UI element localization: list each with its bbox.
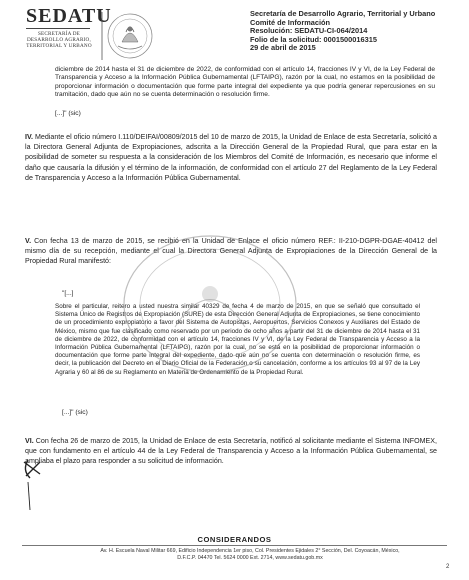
handwritten-mark (18, 456, 58, 516)
quote-open: "[...] (62, 290, 74, 297)
header-resolution: Resolución: SEDATU-CI-064/2014 (250, 26, 368, 36)
paragraph-continued-end: [...]" (sic) (55, 110, 81, 117)
paragraph-vi-number: VI. (25, 437, 34, 445)
paragraph-continued: diciembre de 2014 hasta el 31 de diciembre de 2022, de conformidad con el artículo 14, fracciones IV y VI, de la Ley Federal de Transparencia y Acceso a la Información Pública Gubernamental (LFTAIPG), razón por la cual, no estamos en la posibilidad de proporcionar información o documentación que forme parte integral del expediente ya que podría generar repercusiones en su tramitación, dado que aún no se cuenta determinación o resolución firme. (55, 66, 435, 98)
paragraph-v-number: V. (25, 237, 32, 245)
logo-subtitle-1: SECRETARÍA DE (37, 31, 81, 37)
header-date: 29 de abril de 2015 (250, 43, 316, 53)
header-committee: Comité de Información (250, 17, 331, 27)
paragraph-vi (25, 436, 437, 467)
paragraph-iv (25, 132, 437, 183)
paragraph-v-text: Con fecha 13 de marzo de 2015, se recibió en la Unidad de Enlace el oficio número REF.: II-210-DGPR-DGAE-40412 del mismo día de su recepción, mediante el cual la Directora General Adjunta de Expropiaciones de la Dirección General de la Propiedad Rural manifestó: (25, 237, 437, 266)
logo-subtitle-3: TERRITORIAL Y URBANO (26, 43, 92, 50)
logo-subtitle-2: DESARROLLO AGRARIO, (26, 37, 92, 44)
national-seal-icon (100, 10, 158, 62)
paragraph-iv-number: IV. (25, 133, 34, 141)
paragraph-iv-text: Mediante el oficio número I.110/DEIFAI/00809/2015 del 10 de marzo de 2015, la Unidad de Enlace de esta Secretaría, solicitó a la Directora General Adjunta de Expropiaciones, adscrita a la Dirección General de la Propiedad Rural, que para estar en la posibilidad de someter su respuesta a la consideración de los Miembros del Comité de Información, es necesario que informe el daño que causaría la difusión y el término de la información, de conformidad con el artículo 27 del Reglamento de la Ley Federal de Transparencia y Acceso a la Información Pública Gubernamental. (25, 133, 437, 182)
section-title: CONSIDERANDOS (197, 535, 272, 544)
footer-address (60, 548, 440, 562)
footer-divider (22, 545, 447, 546)
header-agency: Secretaría de Desarrollo Agrario, Territorial y Urbano (250, 9, 436, 18)
quoted-statement: Sobre el particular, reitero a usted nuestra similar 40329 de fecha 4 de marzo de 2015, en que se señaló que consultado el Sistema Único de Registros de Expropiación (SURE) de esta Dirección General Adjunta de Expropiaciones, se tiene conocimiento de un procedimiento expropiatorio a favor del Sistema de Autopistas, Aeropuertos, Servicios Conexos y Auxiliares del Estado de México, mismo que fue clasificado como reservado por un periodo de ocho años a partir del 31 de diciembre de 2014 hasta el 31 de diciembre de 2022, de conformidad con el artículo 14, fracciones IV y VI, de la Ley Federal de Transparencia y Acceso a la Información Pública Gubernamental (LFTAIPG), razón por la cual, no se está en la posibilidad de proporcionar información o documentación que forme parte integral del expediente, dado que aún no se cuenta con determinación o resolución firme, es decir, la publicación del Decreto en el Diario Oficial de la Federación o su cancelación, conforme a los artículos 93 al 97 de la Ley Agraria y 60 al 86 de su Reglamento en Materia de Ordenamiento de la Propiedad Rural. (55, 303, 420, 376)
document-header (250, 10, 460, 53)
quote-close: [...]" (sic) (62, 409, 88, 416)
footer-address-line-1: Av. H. Escuela Naval Militar 669, Edificio Independencia 1er piso, Col. Presidentes Ejidales 2° Sección, Del. Coyoacán, México, (100, 548, 400, 554)
footer-address-line-2: D.F.C.P. 04470 Tel. 5624 0000 Ext. 2714, www.sedatu.gob.mx (177, 555, 323, 561)
logo-title: SEDATU (26, 5, 112, 27)
watermark-stamp (120, 232, 300, 377)
sedatu-logo (26, 5, 112, 50)
header-folio: Folio de la solicitud: 0001500016315 (250, 34, 377, 44)
page-number: 2 (446, 564, 450, 570)
logo-divider (26, 28, 90, 29)
paragraph-vi-text: Con fecha 26 de marzo de 2015, la Unidad de Enlace de esta Secretaría, notificó al solicitante mediante el Sistema INFOMEX, que con fundamento en el artículo 44 de la Ley Federal de Transparencia y Acceso a la Información Pública Gubernamental, se ampliaba el plazo para responder a su solicitud de información. (25, 437, 437, 466)
